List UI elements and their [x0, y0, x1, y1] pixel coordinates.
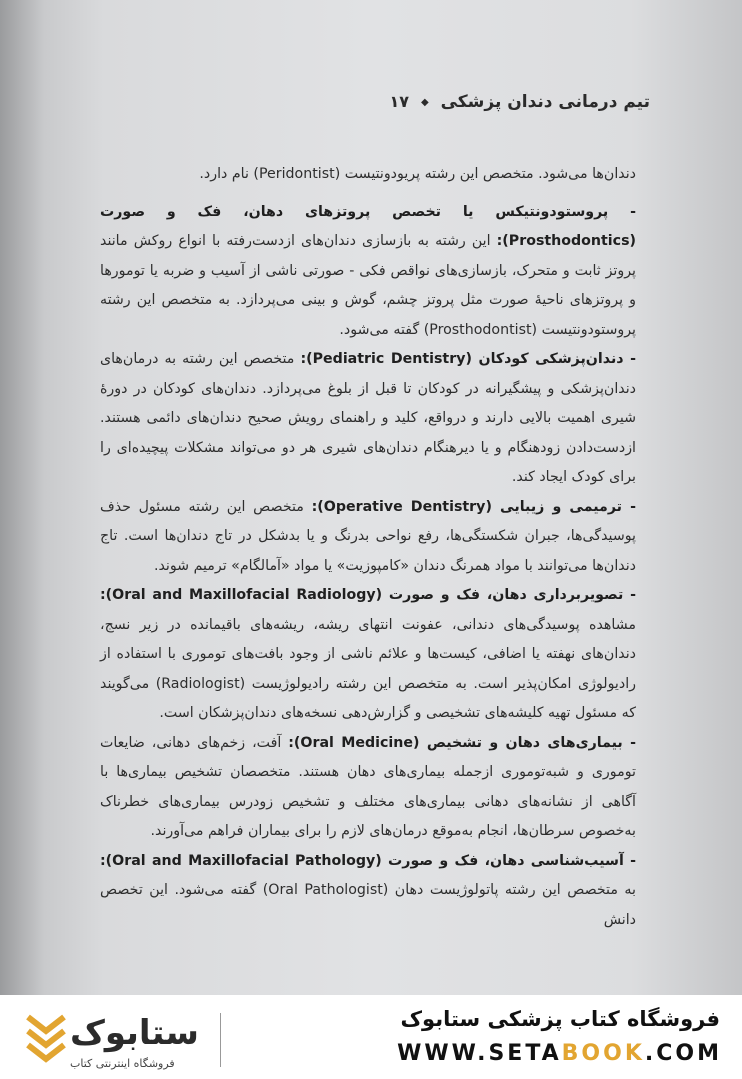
diamond-separator-icon: ◆ — [420, 96, 429, 108]
watermark-footer — [0, 995, 742, 1079]
logo-divider — [220, 1013, 221, 1067]
paragraph-text: مشاهده پوسیدگی‌های دندانی، عفونت انتهای ریشه، ریشه‌های باقیمانده در زیر نسج، دندان‌های نهفته یا اضافی، کیست‌ها و علائم ناشی از وجود بافت‌های توموری با استفاده از رادیولوژی امکان‌پذیر است. به متخصص این رشته رادیولوژیست (Radiologist) می‌گویند که مسئول تهیه کلیشه‌های تشخیصی و گزارش‌دهی نسخه‌های دندان‌پزشکان است. — [100, 616, 636, 721]
paragraph-text: دندان‌ها می‌شود. متخصص این رشته پریودونتیست (Peridontist) نام دارد. — [199, 166, 636, 182]
paragraph-radiology — [100, 581, 636, 729]
paragraph-text: متخصص این رشته به درمان‌های دندان‌پزشکی و پیشگیرانه در کودکان تا قبل از بلوغ می‌پردازد. دندان‌های کودکان در دورهٔ شیری اهمیت بالایی دارند و درواقع، کلید و راهنمای رویش صحیح دندان‌های دائمی هستند. ازدست‌دادن زودهنگام و یا دیرهنگام دندان‌های شیری هر دو می‌تواند مشکلات پیچیده‌ای را برای کودک ایجاد کند. — [100, 351, 636, 485]
chevron-logo-icon — [22, 1009, 70, 1069]
paragraph-text: آفت، زخم‌های دهانی، ضایعات توموری و شبه‌توموری ازجمله بیماری‌های دهان هستند. متخصصان تشخیص بیماری‌ها با آگاهی از نشانه‌های دهانی بیماری‌های مختلف و تشخیص زودرس بیماری‌های خطرناک به‌خصوص سرطان‌ها، انجام به‌موقع درمان‌های لازم را برای بیماران فراهم می‌آورند. — [100, 734, 636, 839]
page-header — [90, 92, 650, 112]
logo-wordmark: ستابوک — [70, 1013, 199, 1053]
paragraph-prosthodontics — [100, 198, 636, 346]
paragraph-oral-medicine — [100, 729, 636, 847]
logo-tagline: فروشگاه اینترنتی کتاب — [70, 1057, 175, 1070]
paragraph-text: این رشته به بازسازی دندان‌های ازدست‌رفته با انواع روکش مانند پروتز ثابت و متحرک، بازسازی‌های نواقص فکی - صورتی ناشی از آسیب و ضربه یا تومورها و پروتزهای ناحیهٔ صورت مثل پروتز چشم، گوش و بینی می‌پردازد. به متخصص این رشته پروستودونتیست (Prosthodontist) گفته می‌شود. — [100, 233, 636, 338]
paragraph-heading: - ترمیمی و زیبایی (Operative Dentistry): — [311, 498, 636, 515]
page-number: ۱۷ — [389, 92, 410, 111]
store-url: WWW.SETABOOK.COM — [397, 1041, 722, 1066]
paragraph-text: متخصص این رشته مسئول حذف پوسیدگی‌ها، جبران شکستگی‌ها، رفع نواحی بدرنگ و یا بدشکل در تاج دندان‌ها است. تاج دندان‌ها می‌توانند با مواد همرنگ دندان «کامپوزیت» یا مواد «آمالگام» ترمیم شوند. — [100, 498, 636, 574]
paragraph-heading: - بیماری‌های دهان و تشخیص (Oral Medicine): — [288, 734, 636, 751]
body-text — [100, 160, 636, 935]
paragraph-pediatric — [100, 345, 636, 493]
chapter-title: تیم درمانی دندان پزشکی — [440, 92, 650, 112]
paragraph-pathology — [100, 847, 636, 936]
paragraph-heading: - دندان‌پزشکی کودکان (Pediatric Dentistry): — [300, 351, 636, 367]
paragraph — [100, 160, 636, 190]
paragraph-heading: - تصویربرداری دهان، فک و صورت (Oral and Maxillofacial Radiology): — [100, 587, 636, 603]
setabook-logo — [22, 1005, 292, 1071]
store-name: فروشگاه کتاب پزشکی ستابوک — [400, 1007, 720, 1031]
paragraph-text: به متخصص این رشته پاتولوژیست دهان (Oral Pathologist) گفته می‌شود. این تخصص دانش — [100, 882, 636, 928]
paragraph-heading: - آسیب‌شناسی دهان، فک و صورت (Oral and Maxillofacial Pathology): — [100, 852, 636, 869]
paragraph-operative — [100, 493, 636, 582]
paragraph-heading: - پروستودونتیکس یا تخصص پروتزهای دهان، فک و صورت (Prosthodontics): — [100, 203, 636, 249]
